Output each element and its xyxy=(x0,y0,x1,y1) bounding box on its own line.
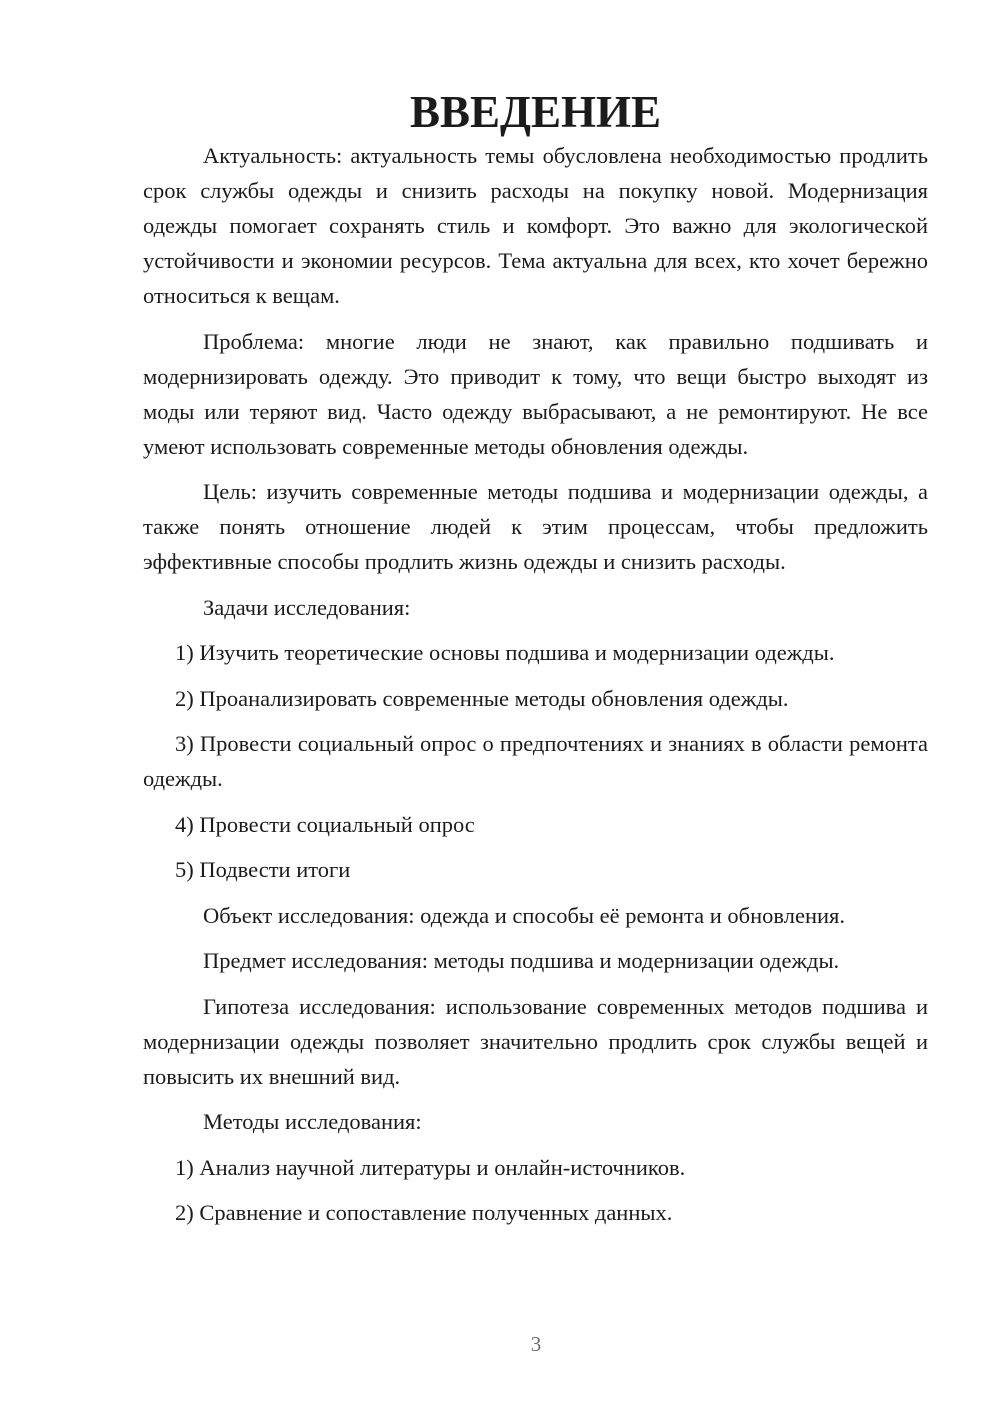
goal-paragraph: Цель: изучить современные методы подшива и модернизации одежды, а также понять отношение людей к этим процессам, чтобы предложить эффективные способы продлить жизнь одежды и снизить расходы. xyxy=(143,479,928,574)
subject-paragraph: Предмет исследования: методы подшива и модернизации одежды. xyxy=(203,948,840,973)
page-title: ВВЕДЕНИЕ xyxy=(409,87,662,137)
problem-paragraph: Проблема: многие люди не знают, как правильно подшивать и модернизировать одежду. Это приводит к тому, что вещи быстро выходят из моды или теряют вид. Часто одежду выбрасывают, а не ремонтируют. Не все умеют использовать современные методы обновления одежды. xyxy=(143,328,928,459)
list-item: 2) Проанализировать современные методы обновления одежды. xyxy=(175,685,789,711)
relevance-paragraph: Актуальность: актуальность темы обусловлена необходимостью продлить срок службы одежды и снизить расходы на покупку новой. Модернизация одежды помогает сохранять стиль и комфорт. Это важно для экологической устойчивости и экономии ресурсов. Тема актуальна для всех, кто хочет бережно относиться к вещам. xyxy=(143,143,928,308)
object-paragraph: Объект исследования: одежда и способы её ремонта и обновления. xyxy=(203,902,846,928)
tasks-list xyxy=(143,635,928,887)
list-item: 3) Провести социальный опрос о предпочтениях и знаниях в области ремонта одежды. xyxy=(143,731,928,791)
list-item: 4) Провести социальный опрос xyxy=(175,811,475,837)
list-item: 2) Сравнение и сопоставление полученных данных. xyxy=(175,1200,673,1225)
hypothesis-paragraph: Гипотеза исследования: использование современных методов подшива и модернизации одежды позволяет значительно продлить срок службы вещей и повысить их внешний вид. xyxy=(143,993,928,1089)
methods-heading: Методы исследования: xyxy=(203,1109,422,1134)
page-body xyxy=(143,87,928,1241)
methods-list xyxy=(143,1150,928,1231)
list-item: 5) Подвести итоги xyxy=(175,857,351,882)
page-number: 3 xyxy=(530,1332,542,1356)
list-item: 1) Изучить теоретические основы подшива и модернизации одежды. xyxy=(175,640,835,665)
list-item: 1) Анализ научной литературы и онлайн-источников. xyxy=(175,1154,686,1180)
tasks-heading: Задачи исследования: xyxy=(203,594,411,620)
